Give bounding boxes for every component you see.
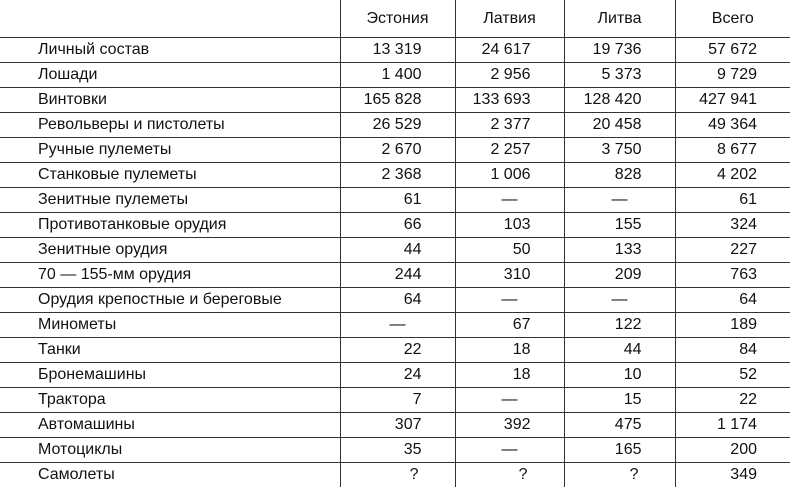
cell-lithuania: 15	[564, 388, 675, 413]
cell-estonia: ?	[340, 463, 455, 487]
table-row	[0, 338, 790, 363]
table-row	[0, 413, 790, 438]
row-label: Противотанковые орудия	[0, 213, 340, 238]
cell-total: 64	[675, 288, 790, 313]
cell-lithuania: 122	[564, 313, 675, 338]
cell-latvia: 67	[455, 313, 564, 338]
cell-estonia: 66	[340, 213, 455, 238]
cell-estonia: 26 529	[340, 113, 455, 138]
table-row	[0, 63, 790, 88]
header-latvia: Латвия	[455, 0, 564, 38]
cell-total: 49 364	[675, 113, 790, 138]
header-estonia: Эстония	[340, 0, 455, 38]
cell-total: 22	[675, 388, 790, 413]
cell-estonia: 244	[340, 263, 455, 288]
cell-lithuania: 475	[564, 413, 675, 438]
row-label: Орудия крепостные и береговые	[0, 288, 340, 313]
cell-lithuania: 19 736	[564, 38, 675, 63]
cell-total: 200	[675, 438, 790, 463]
cell-total: 324	[675, 213, 790, 238]
cell-total: 9 729	[675, 63, 790, 88]
cell-latvia: 24 617	[455, 38, 564, 63]
cell-total: 8 677	[675, 138, 790, 163]
cell-lithuania: 3 750	[564, 138, 675, 163]
row-label: 70 — 155-мм орудия	[0, 263, 340, 288]
row-label: Минометы	[0, 313, 340, 338]
cell-latvia: 2 257	[455, 138, 564, 163]
row-label: Ручные пулеметы	[0, 138, 340, 163]
table-row	[0, 213, 790, 238]
header-total: Всего	[675, 0, 790, 38]
cell-total: 189	[675, 313, 790, 338]
row-label: Мотоциклы	[0, 438, 340, 463]
cell-latvia: 18	[455, 338, 564, 363]
cell-latvia: 1 006	[455, 163, 564, 188]
cell-estonia: 24	[340, 363, 455, 388]
cell-estonia: 2 670	[340, 138, 455, 163]
cell-total: 57 672	[675, 38, 790, 63]
cell-lithuania: 133	[564, 238, 675, 263]
cell-latvia: 2 377	[455, 113, 564, 138]
header-blank	[0, 0, 340, 38]
row-label: Личный состав	[0, 38, 340, 63]
cell-latvia: —	[455, 288, 564, 313]
cell-total: 4 202	[675, 163, 790, 188]
table-row	[0, 438, 790, 463]
table-row	[0, 263, 790, 288]
table-row	[0, 388, 790, 413]
cell-latvia: —	[455, 188, 564, 213]
cell-estonia: 7	[340, 388, 455, 413]
row-label: Бронемашины	[0, 363, 340, 388]
row-label: Самолеты	[0, 463, 340, 487]
cell-lithuania: 44	[564, 338, 675, 363]
cell-estonia: 35	[340, 438, 455, 463]
cell-estonia: 1 400	[340, 63, 455, 88]
cell-lithuania: 10	[564, 363, 675, 388]
cell-lithuania: 165	[564, 438, 675, 463]
cell-lithuania: 128 420	[564, 88, 675, 113]
table-row	[0, 288, 790, 313]
cell-latvia: —	[455, 438, 564, 463]
cell-latvia: 103	[455, 213, 564, 238]
table-row	[0, 88, 790, 113]
header-row	[0, 0, 790, 38]
cell-lithuania: 209	[564, 263, 675, 288]
table-row	[0, 313, 790, 338]
cell-lithuania: 155	[564, 213, 675, 238]
cell-estonia: 44	[340, 238, 455, 263]
table-row	[0, 38, 790, 63]
row-label: Станковые пулеметы	[0, 163, 340, 188]
cell-total: 1 174	[675, 413, 790, 438]
cell-total: 227	[675, 238, 790, 263]
cell-total: 349	[675, 463, 790, 487]
row-label: Винтовки	[0, 88, 340, 113]
row-label: Танки	[0, 338, 340, 363]
cell-lithuania: 5 373	[564, 63, 675, 88]
row-label: Зенитные пулеметы	[0, 188, 340, 213]
cell-lithuania: —	[564, 288, 675, 313]
cell-estonia: 64	[340, 288, 455, 313]
cell-estonia: 307	[340, 413, 455, 438]
cell-latvia: ?	[455, 463, 564, 487]
table-row	[0, 138, 790, 163]
cell-lithuania: —	[564, 188, 675, 213]
cell-total: 763	[675, 263, 790, 288]
row-label: Лошади	[0, 63, 340, 88]
table-row	[0, 363, 790, 388]
cell-latvia: 18	[455, 363, 564, 388]
cell-estonia: 61	[340, 188, 455, 213]
cell-total: 52	[675, 363, 790, 388]
cell-latvia: —	[455, 388, 564, 413]
table-row	[0, 463, 790, 487]
cell-estonia: 2 368	[340, 163, 455, 188]
cell-estonia: —	[340, 313, 455, 338]
cell-lithuania: 828	[564, 163, 675, 188]
cell-lithuania: 20 458	[564, 113, 675, 138]
cell-estonia: 165 828	[340, 88, 455, 113]
cell-total: 61	[675, 188, 790, 213]
cell-latvia: 310	[455, 263, 564, 288]
header-lithuania: Литва	[564, 0, 675, 38]
row-label: Трактора	[0, 388, 340, 413]
cell-estonia: 22	[340, 338, 455, 363]
cell-latvia: 392	[455, 413, 564, 438]
row-label: Револьверы и пистолеты	[0, 113, 340, 138]
cell-latvia: 2 956	[455, 63, 564, 88]
table-row	[0, 113, 790, 138]
cell-total: 84	[675, 338, 790, 363]
row-label: Зенитные орудия	[0, 238, 340, 263]
cell-latvia: 133 693	[455, 88, 564, 113]
cell-latvia: 50	[455, 238, 564, 263]
cell-lithuania: ?	[564, 463, 675, 487]
table-row	[0, 188, 790, 213]
cell-estonia: 13 319	[340, 38, 455, 63]
cell-total: 427 941	[675, 88, 790, 113]
table-row	[0, 238, 790, 263]
table-row	[0, 163, 790, 188]
row-label: Автомашины	[0, 413, 340, 438]
